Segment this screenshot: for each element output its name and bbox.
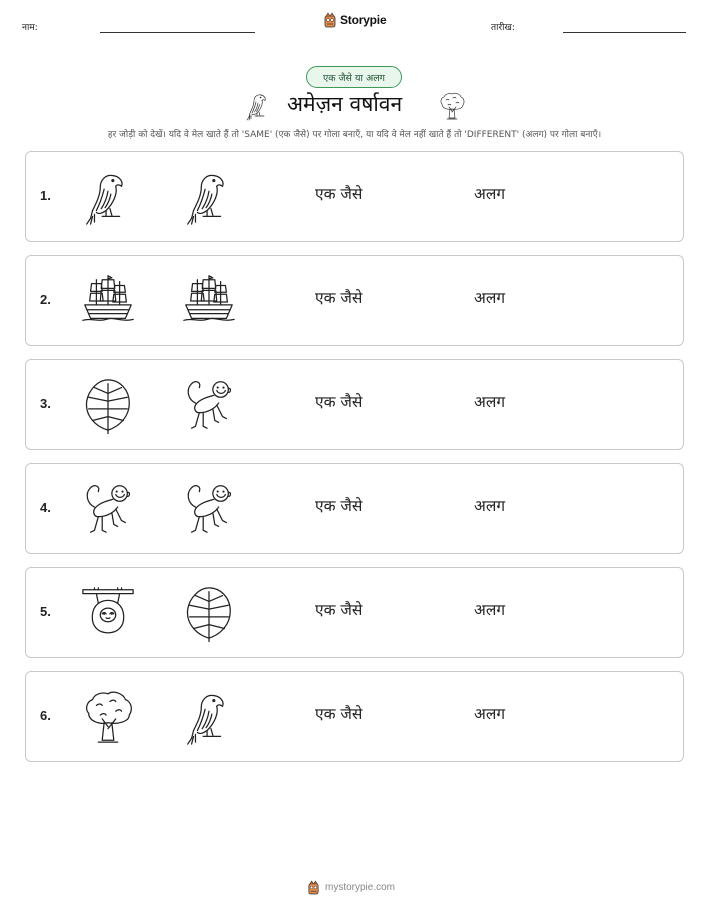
tree-icon xyxy=(438,90,466,122)
mascot-icon xyxy=(307,880,320,895)
exercise-row xyxy=(25,151,684,242)
mascot-icon xyxy=(323,12,337,28)
same-option[interactable]: एक जैसे xyxy=(315,289,363,307)
brand xyxy=(323,12,386,28)
different-option[interactable]: अलग xyxy=(474,705,506,723)
exercise-row xyxy=(25,255,684,346)
date-field-line[interactable] xyxy=(563,32,686,33)
row-number: 5. xyxy=(40,604,51,619)
different-option[interactable]: अलग xyxy=(474,185,506,203)
same-option[interactable]: एक जैसे xyxy=(315,185,363,203)
footer-site[interactable]: mystorypie.com xyxy=(325,882,396,893)
sloth-icon xyxy=(80,584,136,642)
ship-icon xyxy=(80,272,136,330)
parrot-icon xyxy=(80,168,136,226)
same-option[interactable]: एक जैसे xyxy=(315,497,363,515)
footer xyxy=(307,880,395,895)
brand-name: Storypie xyxy=(340,13,387,27)
date-label: तारीख: xyxy=(491,23,515,33)
worksheet-type-badge: एक जैसे या अलग xyxy=(306,66,402,88)
exercise-row xyxy=(25,359,684,450)
exercise-row xyxy=(25,463,684,554)
ship-icon xyxy=(181,272,237,330)
same-option[interactable]: एक जैसे xyxy=(315,705,363,723)
different-option[interactable]: अलग xyxy=(474,601,506,619)
leaf-icon xyxy=(80,376,136,434)
worksheet-header xyxy=(0,0,709,45)
row-number: 4. xyxy=(40,500,51,515)
leaf-icon xyxy=(181,584,237,642)
tree-icon xyxy=(80,688,136,746)
title-row xyxy=(0,88,709,124)
same-option[interactable]: एक जैसे xyxy=(315,393,363,411)
monkey-icon xyxy=(181,376,237,434)
exercise-row xyxy=(25,567,684,658)
different-option[interactable]: अलग xyxy=(474,289,506,307)
row-number: 6. xyxy=(40,708,51,723)
parrot-icon xyxy=(181,168,237,226)
monkey-icon xyxy=(80,480,136,538)
row-number: 3. xyxy=(40,396,51,411)
row-number: 2. xyxy=(40,292,51,307)
instructions: हर जोड़ी को देखें। यदि वे मेल खाते हैं तो 'SAME' (एक जैसे) पर गोला बनाएँ, या यदि वे मेल नहीं खाते हैं तो 'DIFFERENT' (अलग) पर गोला बनाएँ। xyxy=(107,130,602,140)
parrot-icon xyxy=(181,688,237,746)
same-option[interactable]: एक जैसे xyxy=(315,601,363,619)
page-title: अमेज़न वर्षावन xyxy=(287,92,403,116)
different-option[interactable]: अलग xyxy=(474,393,506,411)
row-number: 1. xyxy=(40,188,51,203)
different-option[interactable]: अलग xyxy=(474,497,506,515)
monkey-icon xyxy=(181,480,237,538)
name-field-line[interactable] xyxy=(100,32,255,33)
parrot-icon xyxy=(244,90,272,122)
exercise-row xyxy=(25,671,684,762)
name-label: नाम: xyxy=(22,23,38,33)
